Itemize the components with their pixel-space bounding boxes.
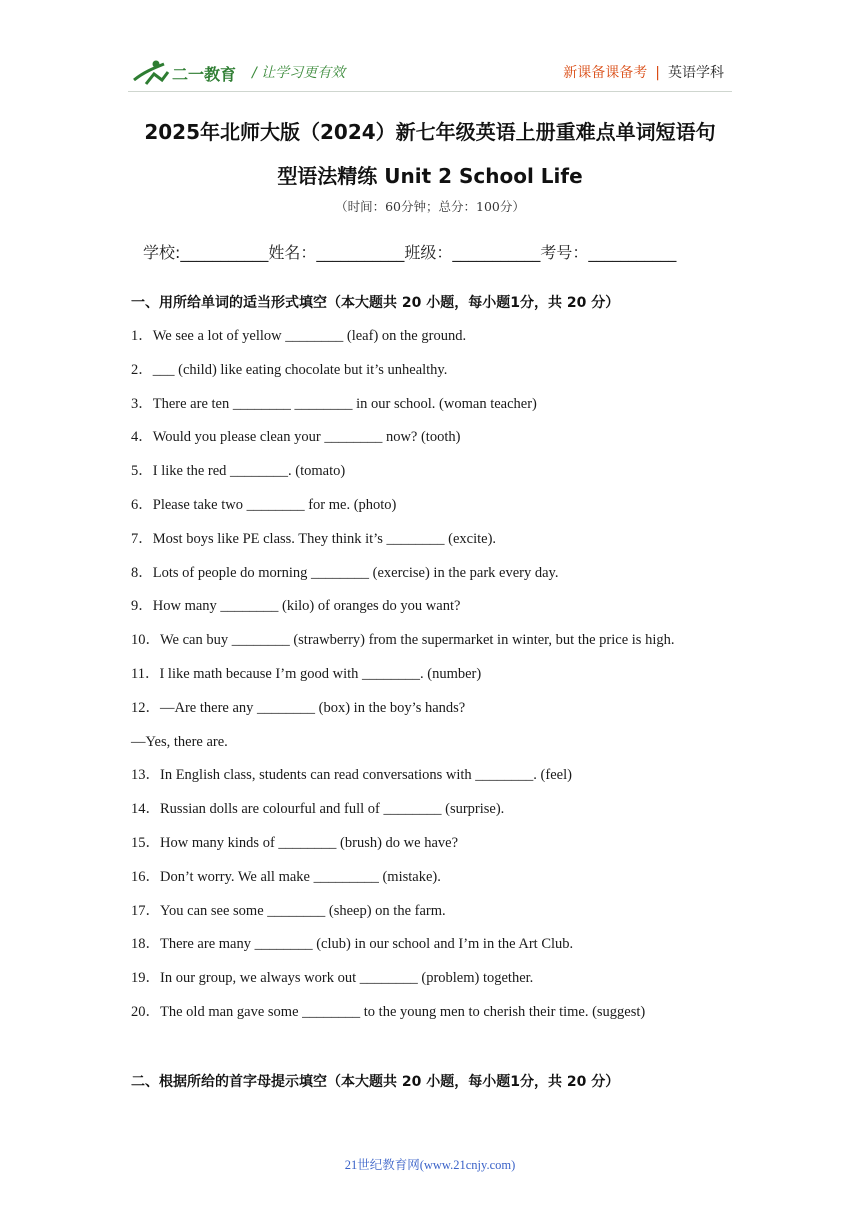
- question-item: 6．Please take two ________ for me. (photo): [131, 496, 397, 513]
- header-subject-label: 英语学科: [668, 65, 724, 81]
- question-item: 4．Would you please clean your ________ now? (tooth): [131, 429, 461, 446]
- question-item: 5．I like the red ________. (tomato): [131, 463, 346, 480]
- question-item: 14．Russian dolls are colourful and full of ________ (surprise).: [131, 801, 505, 818]
- question-item: 7．Most boys like PE class. They think it’s ________ (excite).: [131, 530, 497, 547]
- question-item: 17．You can see some ________ (sheep) on the farm.: [131, 902, 446, 919]
- question-item: 3．There are ten ________ ________ in our school. (woman teacher): [131, 395, 537, 412]
- question-item: 20．The old man gave some ________ to the young men to cherish their time. (suggest): [131, 1003, 646, 1020]
- question-answer-line: —Yes, there are.: [131, 733, 228, 750]
- brand-logo: [132, 58, 244, 88]
- question-item: 12．—Are there any ________ (box) in the boy’s hands?: [131, 699, 466, 716]
- question-item: 13．In English class, students can read conversations with ________. (feel): [131, 767, 572, 784]
- slogan: / 让学习更有效: [252, 65, 346, 81]
- header-divider: [128, 91, 732, 92]
- header-tagline: 新课备课备考: [563, 65, 648, 81]
- header-separator: |: [655, 65, 660, 81]
- student-info-line: 学校:___________姓名：___________班级：___________考号：___________: [143, 243, 677, 262]
- question-item: 15．How many kinds of ________ (brush) do we have?: [131, 834, 459, 851]
- time-score-info: （时间：60分钟；总分：100分）: [335, 199, 525, 214]
- document-title-line-1: 2025年北师大版（2024）新七年级英语上册重难点单词短语句: [144, 120, 716, 144]
- question-item: 19．In our group, we always work out ________ (problem) together.: [131, 970, 534, 987]
- section-1-heading: 一、用所给单词的适当形式填空（本大题共 20 小题，每小题1分，共 20 分）: [131, 295, 620, 311]
- page-header: [0, 0, 860, 100]
- header-subject: [563, 62, 724, 82]
- question-item: 8．Lots of people do morning ________ (exercise) in the park every day.: [131, 564, 559, 581]
- section-2-heading: 二、根据所给的首字母提示填空（本大题共 20 小题，每小题1分，共 20 分）: [131, 1074, 620, 1090]
- question-item: 11．I like math because I’m good with ________. (number): [131, 665, 482, 682]
- logo-text: 二一教育: [172, 65, 237, 84]
- question-item: 1．We see a lot of yellow ________ (leaf) on the ground.: [131, 328, 467, 344]
- question-list: [131, 326, 731, 1036]
- question-item: 9．How many ________ (kilo) of oranges do you want?: [131, 598, 461, 615]
- question-item: 18．There are many ________ (club) in our school and I’m in the Art Club.: [131, 936, 574, 953]
- question-item: 10．We can buy ________ (strawberry) from the supermarket in winter, but the price is high.: [131, 632, 675, 649]
- page-footer: 21世纪教育网(www.21cnjy.com): [344, 1158, 516, 1172]
- question-item: 16．Don’t worry. We all make _________ (mistake).: [131, 868, 441, 885]
- question-item: 2．___ (child) like eating chocolate but it’s unhealthy.: [131, 361, 448, 378]
- document-title-line-2: 型语法精练 Unit 2 School Life: [277, 164, 583, 188]
